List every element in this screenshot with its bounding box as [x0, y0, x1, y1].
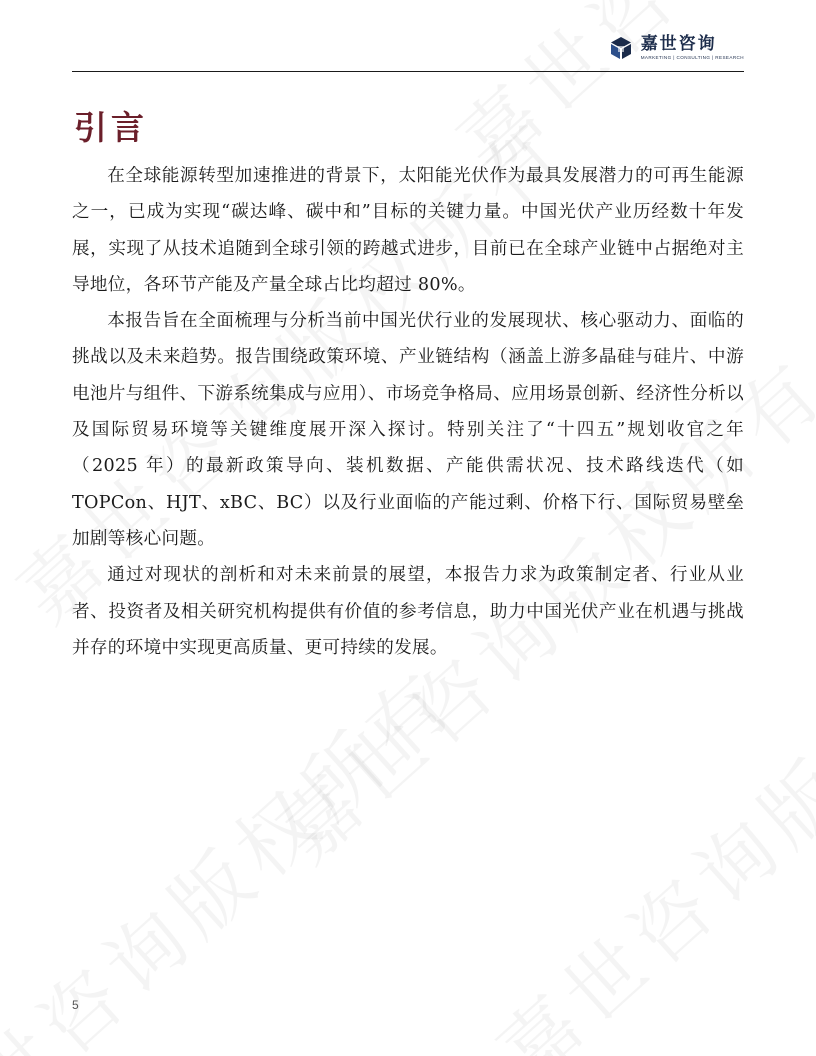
brand-name: 嘉世咨询 — [640, 34, 717, 54]
page-number: 5 — [72, 998, 79, 1012]
paragraph: 通过对现状的剖析和对未来前景的展望，本报告力求为政策制定者、行业从业者、投资者及相关研究机构提供有价值的参考信息，助力中国光伏产业在机遇与挑战并存的环境中实现更高质量、更可持续的发展。 — [72, 565, 744, 658]
header-divider — [72, 71, 744, 72]
brand-tagline: MARKETING | CONSULTING | RESEARCH — [640, 55, 744, 60]
brand-logo — [609, 34, 744, 61]
body-text — [72, 158, 744, 666]
paragraph: 本报告旨在全面梳理与分析当前中国光伏行业的发展现状、核心驱动力、面临的挑战以及未来趋势。报告围绕政策环境、产业链结构（涵盖上游多晶硅与硅片、中游电池片与组件、下游系统集成与应用）、市场竞争格局、应用场景创新、经济性分析以及国际贸易环境等关键维度展开深入探讨。特别关注了“十四五”规划收官之年（2025 年）的最新政策导向、装机数据、产能供需状况、技术路线迭代（如 TOPCon、HJT、xBC、BC）以及行业面临的产能过剩、价格下行、国际贸易壁垒加剧等核心问题。 — [72, 311, 744, 549]
paragraph: 在全球能源转型加速推进的背景下，太阳能光伏作为最具发展潜力的可再生能源之一，已成为实现“碳达峰、碳中和”目标的关键力量。中国光伏产业历经数十年发展，实现了从技术追随到全球引领的跨越式进步，目前已在全球产业链中占据绝对主导地位，各环节产能及产量全球占比均超过 80%。 — [72, 166, 744, 295]
watermark-text — [0, 639, 478, 1056]
section-title: 引言 — [74, 108, 148, 147]
cube-logo-icon — [609, 36, 633, 60]
